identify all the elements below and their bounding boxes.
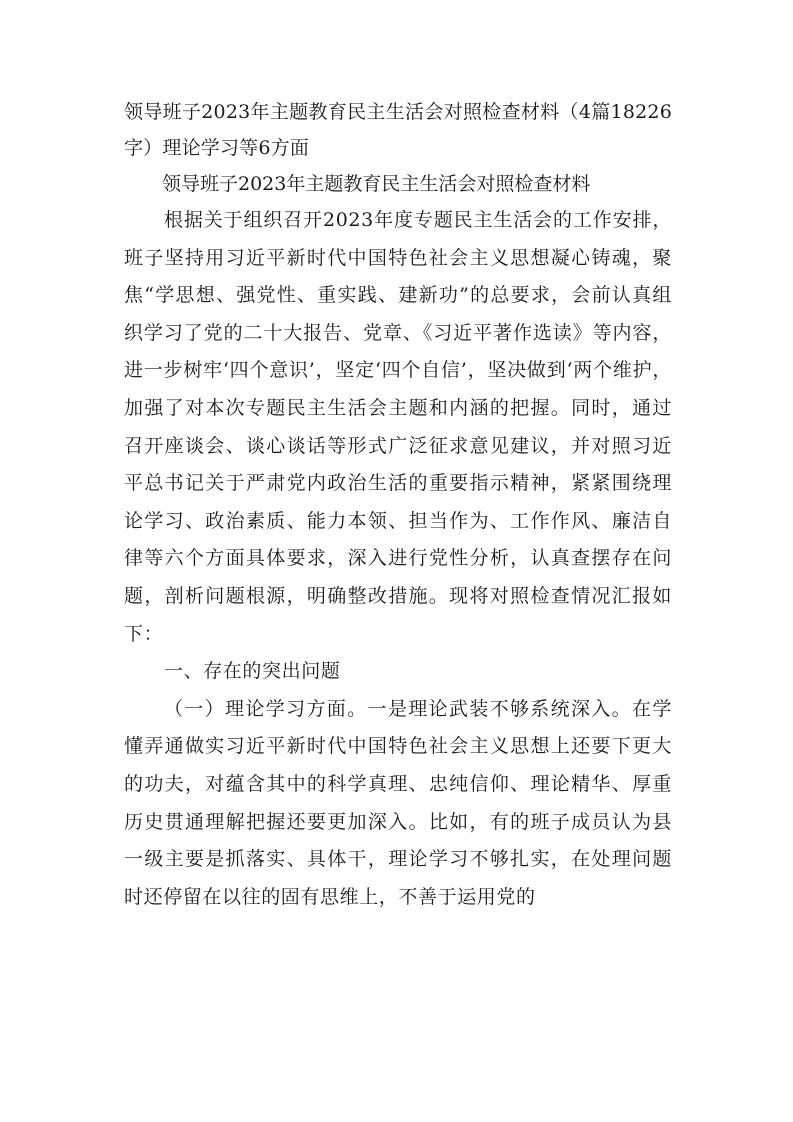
section-paragraph: （一）理论学习方面。一是理论武装不够系统深入。在学懂弄通做实习近平新时代中国特色社会主义思想上还要下更大的功夫，对蕴含其中的科学真理、忠纯信仰、理论精华、厚重历史贯通理解把握还要更加深入。比如，有的班子成员认为县一级主要是抓落实、具体干，理论学习不够扎实，在处理问题时还停留在以往的固有思维上，不善于运用党的 bbox=[124, 697, 672, 908]
document-title: 领导班子2023年主题教育民主生活会对照检查材料（4篇18226字）理论学习等6方面 bbox=[124, 101, 672, 159]
document-subtitle: 领导班子2023年主题教育民主生活会对照检查材料 bbox=[162, 173, 591, 195]
section-heading: 一、存在的突出问题 bbox=[164, 660, 341, 683]
intro-paragraph: 根据关于组织召开2023年度专题民主生活会的工作安排，班子坚持用习近平新时代中国特色社会主义思想凝心铸魂，聚焦“学思想、强党性、重实践、建新功”的总要求，会前认真组织学习了党的二十大报告、党章、《习近平著作选读》等内容，进一步树牢‘四个意识’，坚定‘四个自信’，坚决做到‘两个维护，加强了对本次专题民主生活会主题和内涵的把握。同时，通过召开座谈会、谈心谈话等形式广泛征求意见建议，并对照习近平总书记关于严肃党内政治生活的重要指示精神，紧紧围绕理论学习、政治素质、能力本领、担当作为、工作作风、廉洁自律等六个方面具体要求，深入进行党性分析，认真查摆存在问题，剖析问题根源，明确整改措施。现将对照检查情况汇报如下： bbox=[124, 209, 672, 645]
document-body bbox=[124, 94, 672, 916]
